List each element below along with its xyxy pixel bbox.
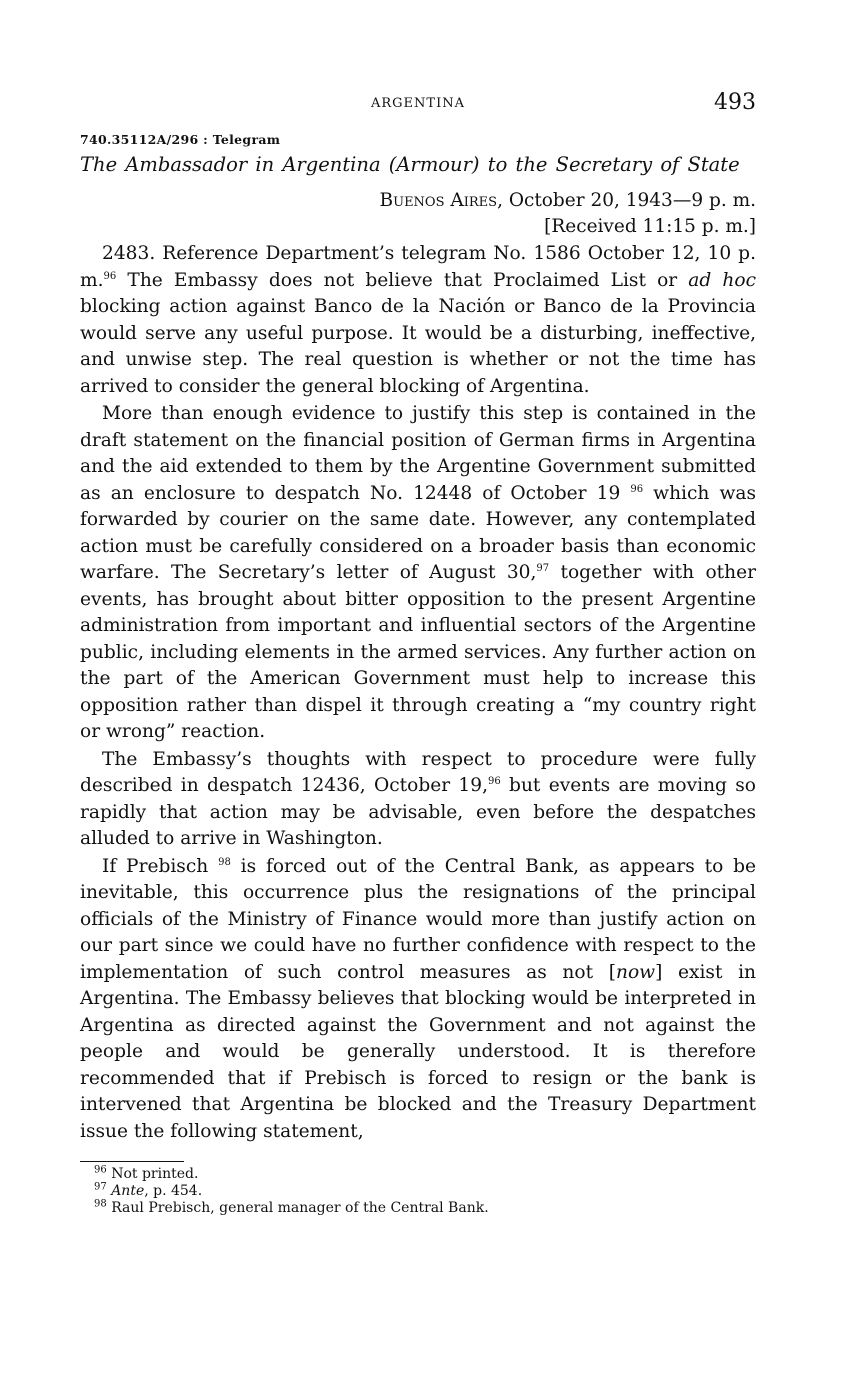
- paragraph-1-text-c: blocking action against Banco de la Nación or Banco de la Provincia would serve any useful purpose. It would be a disturbing, ineffective, and unwise step. The real question is whether or not the time has arrived to consider the general blocking of Argentina.: [80, 296, 756, 397]
- ad-hoc-term: ad hoc: [688, 269, 757, 291]
- footnote-98: [94, 1200, 756, 1217]
- footnote-mark: 98: [94, 1198, 107, 1210]
- paragraph-2-text-b: which was forwarded by courier on the same date. However, any contemplated action must be carefully considered on a broader basis than economic warfare. The Secretary’s letter of August 30,: [80, 482, 757, 583]
- paragraph-3: [80, 747, 756, 853]
- paragraph-2: [80, 401, 756, 746]
- footnote-mark: 97: [94, 1181, 107, 1193]
- footnote-ref-96: 96: [488, 775, 501, 787]
- footnote-ref-96: 96: [630, 483, 644, 495]
- footnote-ref-98: 98: [218, 856, 231, 868]
- paragraph-1-text-b: The Embassy does not believe that Proclaimed List or: [116, 269, 689, 291]
- footnote-text-italic: Ante: [111, 1183, 145, 1199]
- paragraph-2-text-c: together with other events, has brought about bitter opposition to the present Argentine administration from important and influential sectors of the Argentine public, including elements in the armed services. Any further action on the part of the American Government must help to increase this opposition rather than dispel it through creating a “my country right or wrong” reaction.: [80, 562, 756, 742]
- running-head-title: ARGENTINA: [371, 96, 465, 111]
- dateline: [80, 188, 756, 240]
- dateline-date: , October 20, 1943—9 p. m.: [497, 190, 756, 211]
- paragraph-3-text-a: The Embassy’s thoughts with respect to procedure were fully described in despatch 12436, October 19,: [80, 748, 756, 796]
- footnote-97: [94, 1183, 756, 1200]
- paragraph-1: [80, 241, 756, 400]
- now-insertion: now: [615, 961, 656, 983]
- dateline-received: [Received 11:15 p. m.]: [544, 216, 756, 237]
- footnote-ref-97: 97: [536, 562, 550, 574]
- footnote-ref-96: 96: [103, 270, 117, 282]
- paragraph-4-text-b: is forced out of the Central Bank, as appears to be inevitable, this occurrence plus the resignations of the principal officials of the Ministry of Finance would more than justify action on our part since we could have no further confidence with respect to the implementation of such control measures as not [: [80, 855, 756, 983]
- telegram-body: [80, 241, 756, 1145]
- document-id: 740.35112A/296 : Telegram: [80, 132, 281, 147]
- paragraph-4: [80, 854, 756, 1146]
- running-head: [80, 90, 756, 124]
- document-page: [80, 90, 756, 1217]
- document-title: The Ambassador in Argentina (Armour) to the Secretary of State: [80, 153, 740, 176]
- paragraph-4-text-c: ] exist in Argentina. The Embassy believes that blocking would be interpreted in Argentina as directed against the Government and not against the people and would be generally understood. It is therefore recommended that if Prebisch is forced to resign or the bank is intervened that Argentina be blocked and the Treasury Department issue the following statement,: [80, 961, 756, 1142]
- footnote-divider: [80, 1161, 184, 1162]
- paragraph-2-text-a: More than enough evidence to justify this step is contained in the draft statement on the financial position of German firms in Argentina and the aid extended to them by the Argentine Government submitted as an enclosure to despatch No. 12448 of October 19: [80, 403, 756, 504]
- footnotes: [80, 1166, 756, 1217]
- footnote-96: [94, 1166, 756, 1183]
- footnote-text: Raul Prebisch, general manager of the Central Bank.: [111, 1200, 489, 1216]
- page-number: 493: [714, 90, 756, 115]
- paragraph-4-text-a: If Prebisch: [102, 855, 219, 877]
- paragraph-1-text-a: 2483. Reference Department’s telegram No. 1586 October 12, 10 p. m.: [80, 243, 756, 291]
- footnote-text: Not printed.: [111, 1166, 199, 1182]
- footnote-mark: 96: [94, 1164, 107, 1176]
- dateline-place: Buenos Aires: [379, 190, 498, 211]
- dateline-place-date: [80, 188, 756, 214]
- paragraph-3-text-b: but events are moving so rapidly that action may be advisable, even before the despatches alluded to arrive in Washington.: [80, 775, 756, 849]
- footnote-text: , p. 454.: [144, 1183, 203, 1199]
